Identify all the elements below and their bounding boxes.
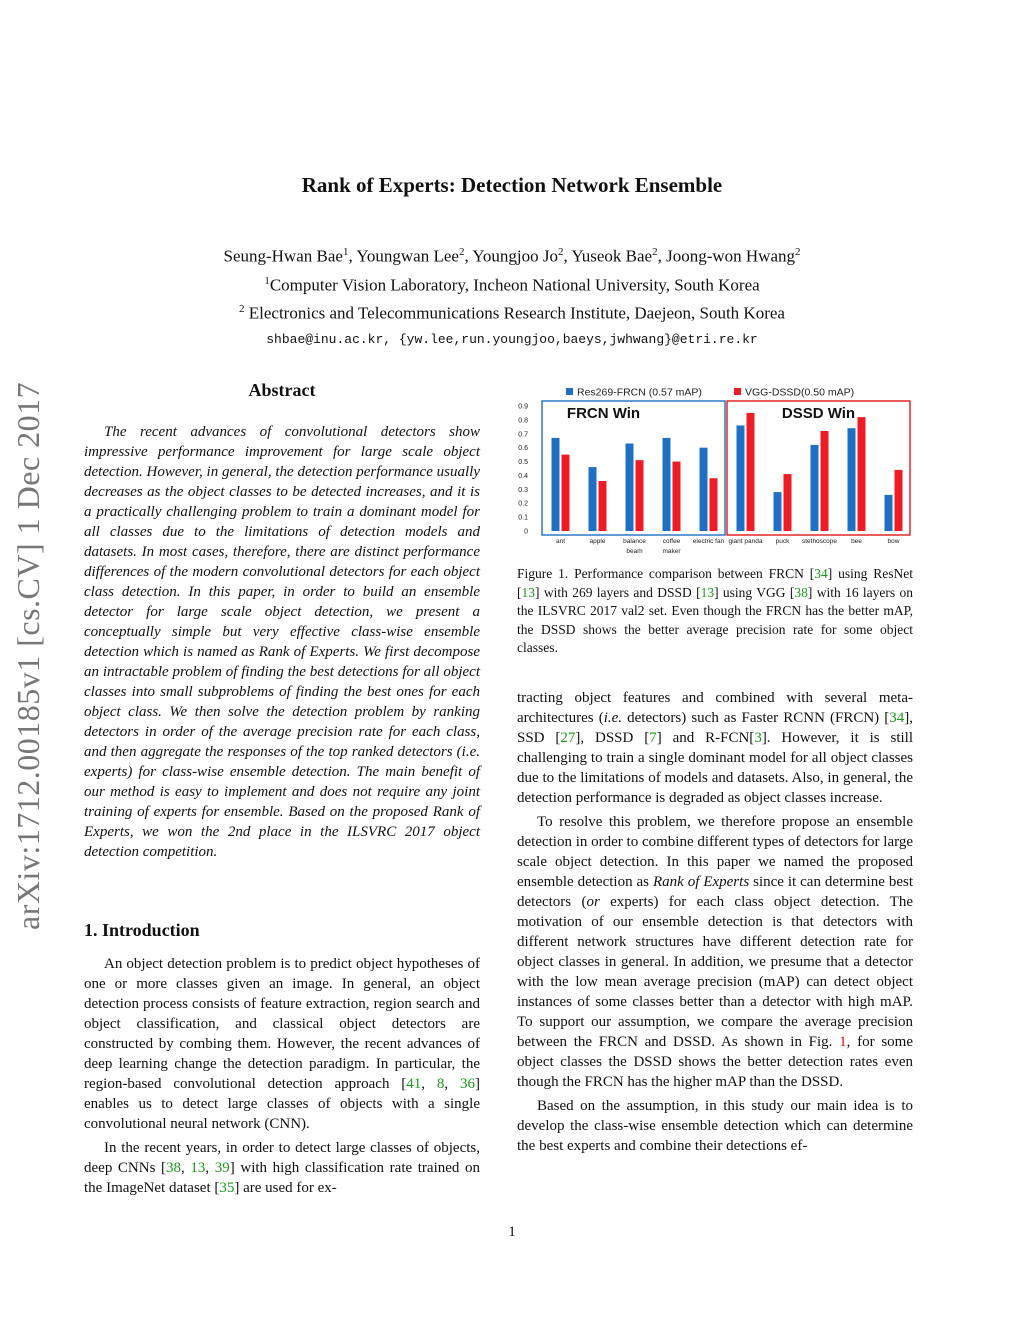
bar	[811, 445, 819, 531]
bar	[747, 413, 755, 531]
figure-reference-link[interactable]: 1	[839, 1034, 847, 1050]
citation-link[interactable]: 38	[166, 1160, 182, 1176]
x-tick-label: stethoscope	[801, 538, 838, 545]
right-paragraph-2	[517, 812, 913, 1092]
text-run: In the recent years, in order to detect large classes of objects, deep CNNs [	[84, 1140, 480, 1176]
figure-1-caption	[517, 565, 913, 658]
x-tick-label: giant panda	[728, 538, 763, 545]
text-run: ] enables us to detect large classes of objects with a single convolutional neural network (CNN).	[84, 1076, 481, 1132]
text-run: ,	[205, 1160, 215, 1176]
y-tick-label: 0.3	[518, 486, 528, 494]
citation-link[interactable]: 8	[436, 1076, 445, 1092]
figure-1-bar-chart	[510, 382, 920, 562]
affiliation-1	[0, 269, 1024, 298]
text-run: To resolve this problem, we therefore propose an ensemble detection in order to combine different types of detectors for large scale object detection. In this paper we named the proposed ensemble detection as	[517, 814, 913, 890]
x-tick-label: balance	[623, 538, 646, 545]
x-tick-label: bee	[851, 538, 862, 545]
x-tick-label: electric fan	[692, 538, 725, 545]
group-label: DSSD Win	[781, 405, 856, 422]
x-tick-label: apple	[589, 538, 606, 545]
bar	[673, 462, 681, 531]
x-tick-label: beam	[626, 548, 643, 555]
author-name: Yuseok Bae	[571, 246, 653, 266]
text-run: ] using ResNet [	[517, 566, 913, 600]
affiliation-2	[0, 297, 1024, 326]
bar	[636, 460, 644, 531]
bar	[774, 492, 782, 531]
text-run: ] are used for ex-	[234, 1180, 337, 1196]
author-affiliation-mark: 2	[458, 246, 465, 258]
author-name: Joong-won Hwang	[666, 246, 795, 266]
text-run: ]. However, it is still challenging to train a single dominant model for all object classes due to the limitations of models and datasets. Also, in general, the detection performance is degraded as object classes increase.	[517, 730, 914, 806]
right-paragraph-1	[517, 688, 913, 808]
x-tick-label: coffee	[662, 538, 681, 545]
arxiv-identifier: arXiv:1712.00185v1 [cs.CV] 1 Dec 2017	[10, 381, 46, 930]
x-tick-label: maker	[662, 548, 681, 555]
text-run: An object detection problem is to predict object hypotheses of one or more classes given an image. In general, an object detection process consists of feature extraction, region search and object classification, and classical object detectors are constructed by combing them. However, the recent advances of deep learning change the detection paradigm. In particular, the region-based convolutional detection approach [	[84, 956, 480, 1092]
bar	[895, 470, 903, 531]
affiliation-1-text: Computer Vision Laboratory, Incheon National University, South Korea	[269, 275, 760, 295]
citation-link[interactable]: 39	[214, 1160, 230, 1176]
text-run: ] and R-FCN[	[656, 730, 755, 746]
bar	[821, 431, 829, 531]
y-tick-label: 0.9	[518, 403, 528, 411]
text-run: ,	[444, 1076, 461, 1092]
text-run: ,	[181, 1160, 191, 1176]
author-name: Youngwan Lee	[356, 246, 459, 266]
text-run: tracting object features and combined with several meta-architectures (	[517, 690, 913, 726]
bar	[589, 467, 597, 531]
y-tick-label: 0.1	[518, 514, 528, 522]
bar	[663, 438, 671, 531]
legend-label: Res269-FRCN (0.57 mAP)	[577, 386, 702, 399]
affiliation-mark: 2	[239, 303, 245, 316]
author-name: Seung-Hwan Bae	[223, 246, 343, 266]
citation-link[interactable]: 7	[649, 730, 657, 746]
section-heading-introduction: 1. Introduction	[84, 920, 200, 940]
text-run: ,	[421, 1076, 437, 1092]
y-tick-label: 0.8	[518, 417, 528, 425]
text-run: ], DSSD [	[575, 730, 650, 746]
legend-swatch	[734, 388, 741, 395]
author-list: Seung-Hwan Bae$^1$, Youngwan Lee$^2$, Youngjoo Jo$^2$, Yuseok Bae$^2$, Joong-won Hwang$^2$	[223, 246, 801, 266]
legend-swatch	[566, 388, 573, 395]
intro-paragraph-1	[84, 954, 480, 1134]
affiliation-mark: 1	[264, 274, 270, 287]
citation-link[interactable]: 35	[219, 1180, 235, 1196]
author-affiliation-mark: 2	[795, 246, 801, 258]
email-list: shbae@inu.ac.kr, {yw.lee,run.youngjoo,baeys,jwhwang}@etri.re.kr	[266, 331, 758, 347]
author-affiliation-mark: 2	[557, 246, 564, 258]
text-run: , for some object classes the DSSD shows the better detection rates even though the FRCN has the higher mAP than the DSSD.	[517, 1034, 913, 1090]
author-name: Youngjoo Jo	[472, 246, 558, 266]
citation-link[interactable]: 34	[889, 710, 905, 726]
bar	[599, 481, 607, 531]
text-run: ] with 16 layers on the ILSVRC 2017 val2 set. Even though the FRCN has the better mAP, the DSSD shows the better average precision rate for some object classes.	[517, 584, 913, 655]
text-run: ] with high classification rate trained on the ImageNet dataset [	[84, 1160, 481, 1196]
bar	[710, 478, 718, 531]
text-run: ] using VGG [	[714, 584, 795, 600]
citation-link[interactable]: 13	[700, 584, 715, 600]
text-run-italic: Rank of Experts	[652, 874, 750, 890]
affiliation-2-text: Electronics and Telecommunications Research Institute, Daejeon, South Korea	[248, 303, 785, 323]
x-tick-label: bow	[887, 538, 900, 545]
citation-link[interactable]: 38	[794, 584, 808, 600]
author-block	[0, 240, 1024, 352]
bar	[626, 444, 634, 532]
bar	[858, 417, 866, 531]
y-tick-label: 0	[524, 528, 528, 536]
bar	[885, 495, 893, 531]
abstract-text: The recent advances of convolutional detectors show impressive performance improvement for large scale object detection. However, in general, the detection performance usually decreases as the object classes to be detected increases, and it is a practically challenging problem to train a dominant model for all classes due to the limitations of detection models and datasets. In most cases, therefore, there are distinct performance differences of the modern convolutional detectors for each object class detection. In this paper, in order to build an ensemble detector for large scale object detection, we present a conceptually simple but very effective class-wise ensemble detection which is named as Rank of Experts. We first decompose an intractable problem of finding the best detections for all object classes into small subproblems of finding the best ones for each object class. We then solve the detection problem by ranking detectors in order of the average precision rate for each class, and then aggregate the responses of the top ranked detectors (i.e. experts) for class-wise ensemble detection. The main benefit of our method is easy to implement and does not require any joint training of experts for ensemble. Based on the proposed Rank of Experts, we won the 2nd place in the ILSVRC 2017 object detection competition.	[84, 424, 480, 860]
right-paragraph-3: Based on the assumption, in this study our main idea is to develop the class-wise ensemble detection which can determine the best experts and combine their detections ef-	[517, 1098, 913, 1154]
citation-link[interactable]: 13	[190, 1160, 206, 1176]
y-tick-label: 0.6	[518, 445, 528, 453]
legend-label: VGG-DSSD(0.50 mAP)	[745, 386, 855, 399]
citation-link[interactable]: 13	[521, 584, 535, 600]
text-run-italic: or	[586, 894, 600, 910]
bar	[700, 448, 708, 531]
text-run: since it can determine best detectors (	[517, 874, 913, 910]
y-tick-label: 0.2	[518, 500, 528, 508]
author-affiliation-mark: 2	[652, 246, 658, 258]
text-run: Figure 1. Performance comparison between FRCN [	[517, 566, 815, 581]
citation-link[interactable]: 41	[406, 1076, 422, 1092]
text-run-italic: i.e.	[603, 710, 623, 726]
intro-right-column	[517, 688, 913, 1160]
text-run: ], SSD [	[517, 710, 913, 746]
intro-left-column	[84, 954, 480, 1202]
y-tick-label: 0.7	[518, 431, 528, 439]
citation-link[interactable]: 27	[560, 730, 576, 746]
group-label: FRCN Win	[566, 405, 641, 422]
page-number: 1	[508, 1224, 516, 1240]
text-run: ] with 269 layers and DSSD [	[535, 584, 701, 600]
abstract-heading: Abstract	[248, 380, 316, 400]
bar	[848, 428, 856, 531]
citation-link[interactable]: 3	[754, 730, 762, 746]
citation-link[interactable]: 34	[814, 566, 828, 581]
y-tick-label: 0.4	[518, 472, 528, 480]
paper-title: Rank of Experts: Detection Network Ensemble	[301, 173, 723, 197]
text-run: detectors) such as Faster RCNN (FRCN) [	[622, 710, 890, 726]
bar	[552, 438, 560, 531]
y-tick-label: 0.5	[518, 459, 528, 467]
x-tick-label: puck	[775, 538, 790, 545]
author-affiliation-mark: 1	[342, 246, 349, 258]
bar	[562, 455, 570, 531]
text-run: experts) for each class object detection. The motivation of our ensemble detection is that detectors with different network structures have different detection rate for object classes in general. In addition, we presume that a detector with the low mean average precision (mAP) can detect object instances of some classes better than a detector with high mAP. To support our assumption, we compare the average precision between the FRCN and DSSD. As shown in Fig.	[517, 894, 913, 1050]
x-tick-label: ant	[555, 538, 566, 545]
bar	[737, 425, 745, 531]
intro-paragraph-2	[84, 1138, 480, 1198]
bar	[784, 474, 792, 531]
citation-link[interactable]: 36	[460, 1076, 476, 1092]
